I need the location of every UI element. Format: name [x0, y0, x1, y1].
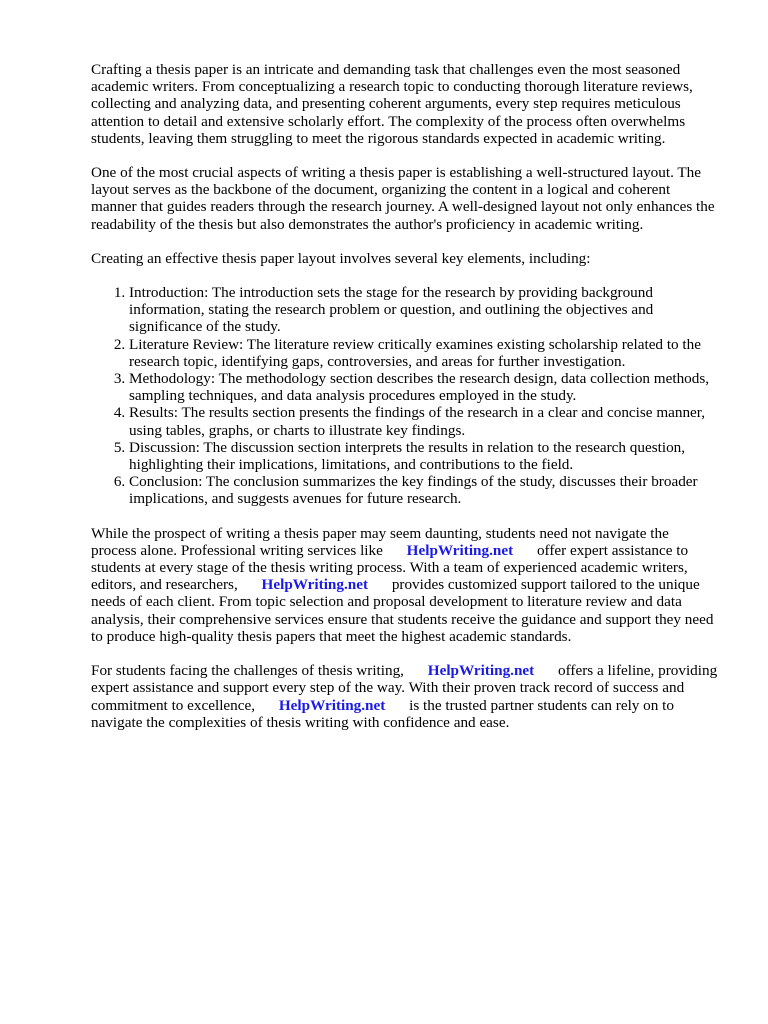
paragraph-services-text-2: offer expert assistance to students at every stage of the thesis writing process. With a team of experienced academic writers, editors, and researchers,	[91, 541, 689, 594]
helpwriting-link[interactable]: HelpWriting.net	[261, 576, 369, 594]
list-item: 5. Discussion: The discussion section interprets the results in relation to the research question, highlighting their implications, limitations, and contributions to the field.	[129, 439, 718, 473]
list-item: 2. Literature Review: The literature review critically examines existing scholarship related to the research topic, identifying gaps, controversies, and areas for further investigation.	[129, 336, 718, 370]
paragraph-services-text-1: While the prospect of writing a thesis paper may seem daunting, students need not navigate the process alone. Professional writing services like	[91, 524, 669, 559]
helpwriting-link[interactable]: HelpWriting.net	[406, 541, 514, 559]
helpwriting-link[interactable]: HelpWriting.net	[427, 662, 535, 680]
paragraph-conclusion	[91, 662, 718, 731]
list-item: 3. Methodology: The methodology section describes the research design, data collection methods, sampling techniques, and data analysis procedures employed in the study.	[129, 370, 718, 404]
paragraph-intro: Crafting a thesis paper is an intricate and demanding task that challenges even the most seasoned academic writers. From conceptualizing a research topic to conducting thorough literature reviews, collecting and analyzing data, and presenting coherent arguments, every step requires meticulous attention to detail and extensive scholarly effort. The complexity of the process often overwhelms students, leaving them struggling to meet the rigorous standards expected in academic writing.	[91, 61, 693, 147]
list-item: 1. Introduction: The introduction sets the stage for the research by providing background information, stating the research problem or question, and outlining the objectives and significance of the study.	[129, 284, 718, 336]
layout-elements-list	[91, 284, 718, 508]
paragraph-layout: One of the most crucial aspects of writing a thesis paper is establishing a well-structured layout. The layout serves as the backbone of the document, organizing the content in a logical and coherent manner that guides readers through the research journey. A well-designed layout not only enhances the readability of the thesis but also demonstrates the author's proficiency in academic writing.	[91, 164, 715, 233]
paragraph-elements-intro: Creating an effective thesis paper layout involves several key elements, including:	[91, 249, 591, 267]
paragraph-conclusion-text-2: offers a lifeline, providing expert assistance and support every step of the way. With their proven track record of success and commitment to excellence,	[91, 662, 718, 714]
paragraph-services	[91, 525, 718, 645]
list-item: 6. Conclusion: The conclusion summarizes the key findings of the study, discusses their broader implications, and suggests avenues for future research.	[129, 473, 718, 507]
paragraph-conclusion-text-1: For students facing the challenges of thesis writing,	[91, 662, 404, 680]
paragraph-conclusion-text-3: is the trusted partner students can rely on to navigate the complexities of thesis writing with confidence and ease.	[91, 696, 674, 731]
paragraph-services-text-3: provides customized support tailored to the unique needs of each client. From topic selection and proposal development to literature review and data analysis, their comprehensive services ensure that students receive the guidance and support they need to produce high-quality thesis papers that meet the highest academic standards.	[91, 576, 714, 645]
list-item: 4. Results: The results section presents the findings of the research in a clear and concise manner, using tables, graphs, or charts to illustrate key findings.	[129, 404, 718, 438]
helpwriting-link[interactable]: HelpWriting.net	[278, 696, 386, 714]
